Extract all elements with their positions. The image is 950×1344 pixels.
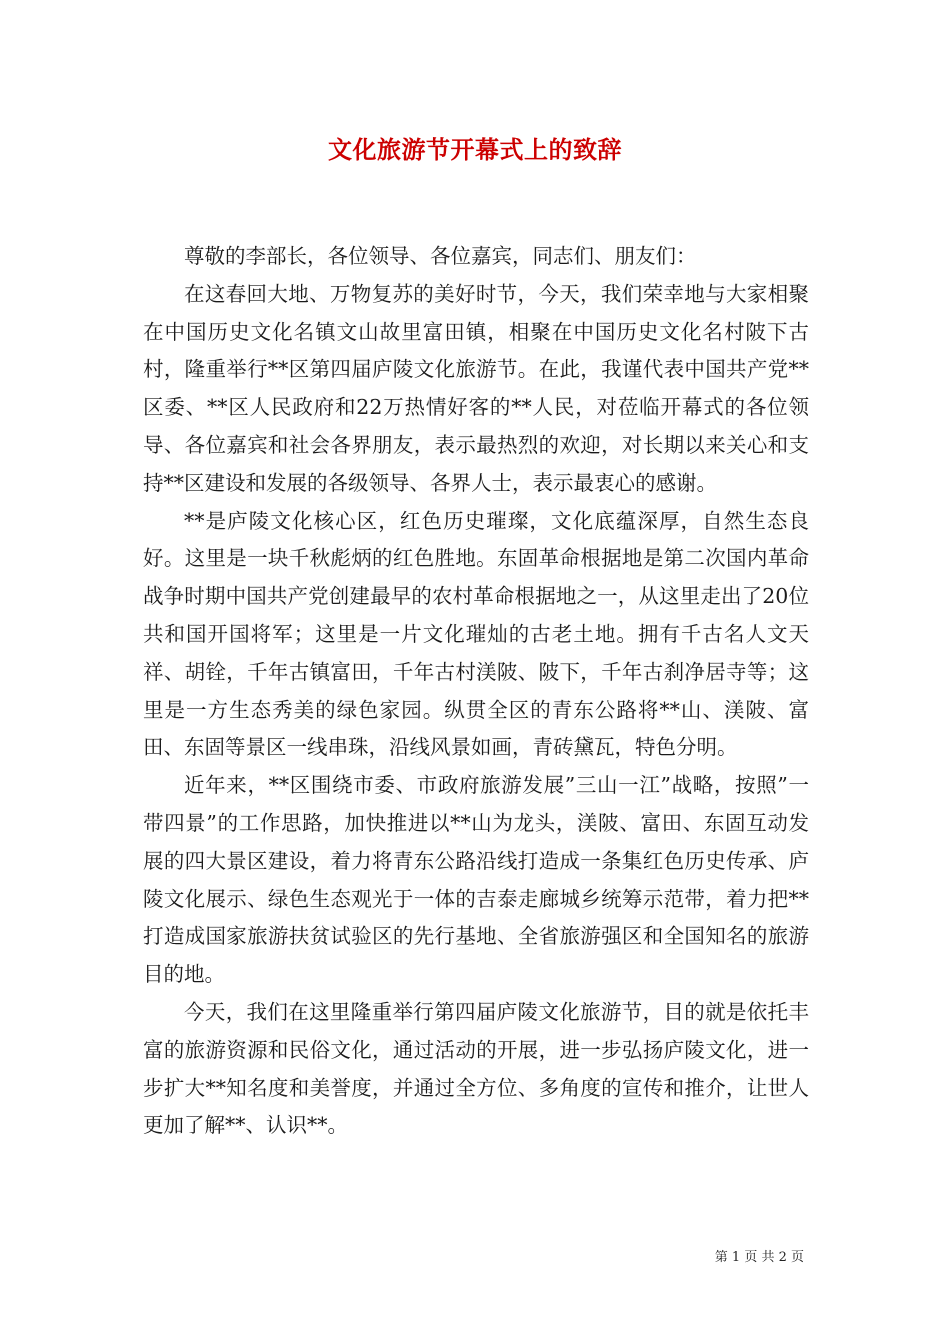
- paragraph-development: 近年来，**区围绕市委、市政府旅游发展”三山一江”战略，按照”一带四景”的工作思路，加快推进以**山为龙头，渼陂、富田、东固互动发展的四大景区建设，着力将青东公路沿线打造成一条集红色历史传承、庐陵文化展示、绿色生态观光于一体的吉泰走廊城乡统筹示范带，着力把**打造成国家旅游扶贫试验区的先行基地、全省旅游强区和全国知名的旅游目的地。: [143, 773, 809, 987]
- document-body: [143, 238, 809, 1145]
- paragraph-region-intro: **是庐陵文化核心区，红色历史璀璨，文化底蕴深厚，自然生态良好。这里是一块千秋彪炳的红色胜地。东固革命根据地是第二次国内革命战争时期中国共产党创建最早的农村革命根据地之一，从这里走出了20位共和国开国将军；这里是一片文化璀灿的古老土地。拥有千古名人文天祥、胡铨，千年古镇富田，千年古村渼陂、陂下，千年古刹净居寺等；这里是一方生态秀美的绿色家园。纵贯全区的青东公路将**山、渼陂、富田、东固等景区一线串珠，沿线风景如画，青砖黛瓦，特色分明。: [143, 508, 809, 760]
- document-title: 文化旅游节开幕式上的致辞: [328, 135, 622, 164]
- paragraph-greeting: 尊敬的李部长，各位领导、各位嘉宾，同志们、朋友们：: [184, 244, 697, 268]
- paragraph-festival-purpose: 今天，我们在这里隆重举行第四届庐陵文化旅游节，目的就是依托丰富的旅游资源和民俗文化，通过活动的开展，进一步弘扬庐陵文化，进一步扩大**知名度和美誉度，并通过全方位、多角度的宣传和推介，让世人更加了解**、认识**。: [143, 999, 809, 1138]
- page-number: 第 1 页 共 2 页: [714, 1250, 804, 1265]
- paragraph-welcome: 在这春回大地、万物复苏的美好时节，今天，我们荣幸地与大家相聚在中国历史文化名镇文山故里富田镇，相聚在中国历史文化名村陂下古村，隆重举行**区第四届庐陵文化旅游节。在此，我谨代表中国共产党**区委、**区人民政府和22万热情好客的**人民，对莅临开幕式的各位领导、各位嘉宾和社会各界朋友，表示最热烈的欢迎，对长期以来关心和支持**区建设和发展的各级领导、各界人士，表示最衷心的感谢。: [143, 281, 809, 495]
